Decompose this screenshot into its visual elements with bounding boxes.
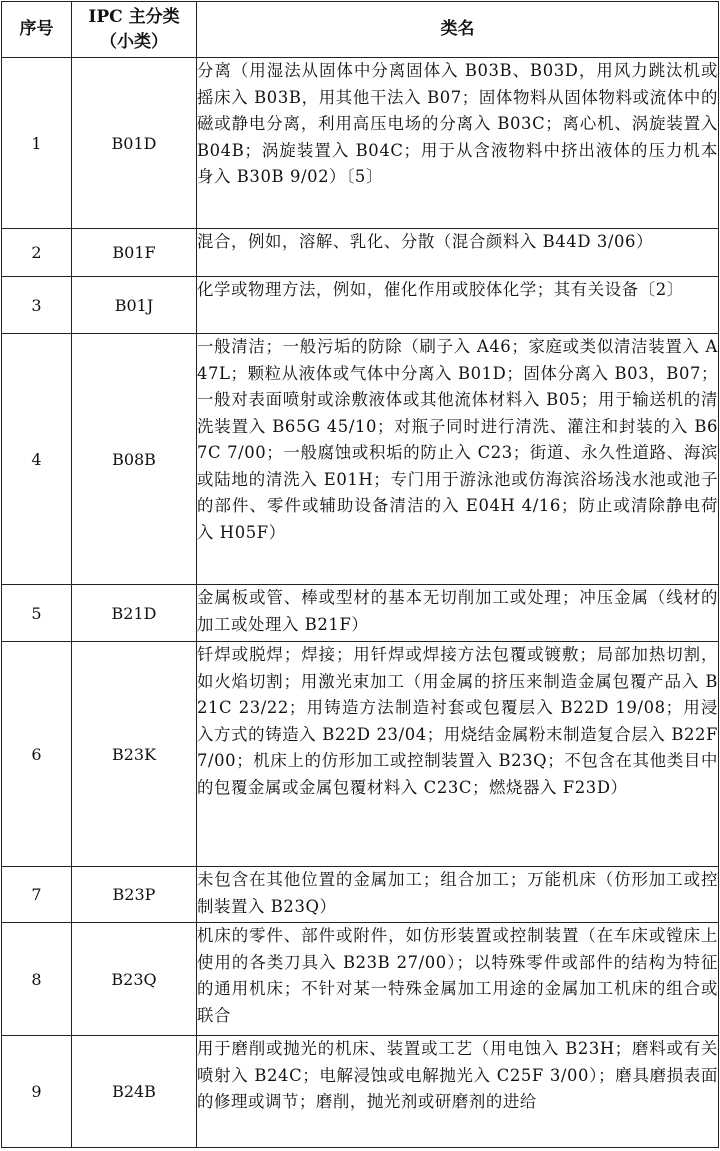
table-row	[2, 642, 719, 867]
row-ipc-code: B08B	[72, 334, 197, 585]
table-row	[2, 1036, 719, 1148]
table-row	[2, 923, 719, 1036]
row-class-name: 化学或物理方法，例如，催化作用或胶体化学；其有关设备〔2〕	[197, 277, 719, 334]
row-ipc-code: B23P	[72, 867, 197, 923]
table-body	[2, 58, 719, 1148]
header-ipc-code	[72, 2, 197, 58]
row-ipc-code: B01J	[72, 277, 197, 334]
row-class-name: 混合，例如，溶解、乳化、分散（混合颜料入 B44D 3/06）	[197, 229, 719, 277]
header-ipc-code-line1: IPC 主分类	[88, 6, 180, 27]
row-index: 8	[2, 923, 72, 1036]
row-class-name: 金属板或管、棒或型材的基本无切削加工或处理；冲压金属（线材的加工或处理入 B21F）	[197, 585, 719, 642]
row-ipc-code: B01D	[72, 58, 197, 229]
row-class-name: 机床的零件、部件或附件，如仿形装置或控制装置（在车床或镗床上使用的各类刀具入 B23B 27/00）；以特殊零件或部件的结构为特征的通用机床；不针对某一特殊金属加工用途的金属加工机床的组合或联合	[197, 923, 719, 1036]
row-ipc-code: B23Q	[72, 923, 197, 1036]
row-index: 7	[2, 867, 72, 923]
table-row	[2, 58, 719, 229]
header-class-name: 类名	[197, 2, 719, 58]
table-row	[2, 585, 719, 642]
row-index: 6	[2, 642, 72, 867]
row-index: 1	[2, 58, 72, 229]
row-index: 5	[2, 585, 72, 642]
header-row	[2, 2, 719, 58]
table-row	[2, 229, 719, 277]
row-ipc-code: B24B	[72, 1036, 197, 1148]
row-ipc-code: B01F	[72, 229, 197, 277]
row-class-name: 未包含在其他位置的金属加工；组合加工；万能机床（仿形加工或控制装置入 B23Q）	[197, 867, 719, 923]
row-index: 3	[2, 277, 72, 334]
header-ipc-code-line2: （小类）	[100, 31, 168, 52]
table-header	[2, 2, 719, 58]
table-row	[2, 867, 719, 923]
row-class-name: 分离（用湿法从固体中分离固体入 B03B、B03D，用风力跳汰机或摇床入 B03B，用其他干法入 B07；固体物料从固体物料或流体中的磁或静电分离，利用高压电场的分离入 B03C；离心机、涡旋装置入 B04B；涡旋装置入 B04C；用于从含液物料中挤出液体的压力机本身入 B30B 9/02）〔5〕	[197, 58, 719, 229]
row-class-name: 用于磨削或抛光的机床、装置或工艺（用电蚀入 B23H；磨料或有关喷射入 B24C；电解浸蚀或电解抛光入 C25F 3/00）；磨具磨损表面的修理或调节；磨削，抛光剂或研磨剂的进给	[197, 1036, 719, 1148]
table-row	[2, 277, 719, 334]
ipc-classification-table	[1, 1, 719, 1148]
row-ipc-code: B21D	[72, 585, 197, 642]
row-class-name: 一般清洁；一般污垢的防除（刷子入 A46；家庭或类似清洁装置入 A47L；颗粒从液体或气体中分离入 B01D；固体分离入 B03，B07；一般对表面喷射或涂敷液体或其他流体材料入 B05；用于输送机的清洗装置入 B65G 45/10；对瓶子同时进行清洗、灌注和封装的入 B67C 7/00；一般腐蚀或积垢的防止入 C23；街道、永久性道路、海滨或陆地的清洗入 E01H；专门用于游泳池或仿海滨浴场浅水池或池子的部件、零件或辅助设备清洁的入 E04H 4/16；防止或清除静电荷入 H05F）	[197, 334, 719, 585]
table-row	[2, 334, 719, 585]
header-index: 序号	[2, 2, 72, 58]
row-class-name: 钎焊或脱焊；焊接；用钎焊或焊接方法包覆或镀敷；局部加热切割，如火焰切割；用激光束加工（用金属的挤压来制造金属包覆产品入 B21C 23/22；用铸造方法制造衬套或包覆层入 B22D 19/08；用浸入方式的铸造入 B22D 23/04；用烧结金属粉末制造复合层入 B22F 7/00；机床上的仿形加工或控制装置入 B23Q；不包含在其他类目中的包覆金属或金属包覆材料入 C23C；燃烧器入 F23D）	[197, 642, 719, 867]
row-index: 9	[2, 1036, 72, 1148]
row-index: 2	[2, 229, 72, 277]
row-index: 4	[2, 334, 72, 585]
row-ipc-code: B23K	[72, 642, 197, 867]
